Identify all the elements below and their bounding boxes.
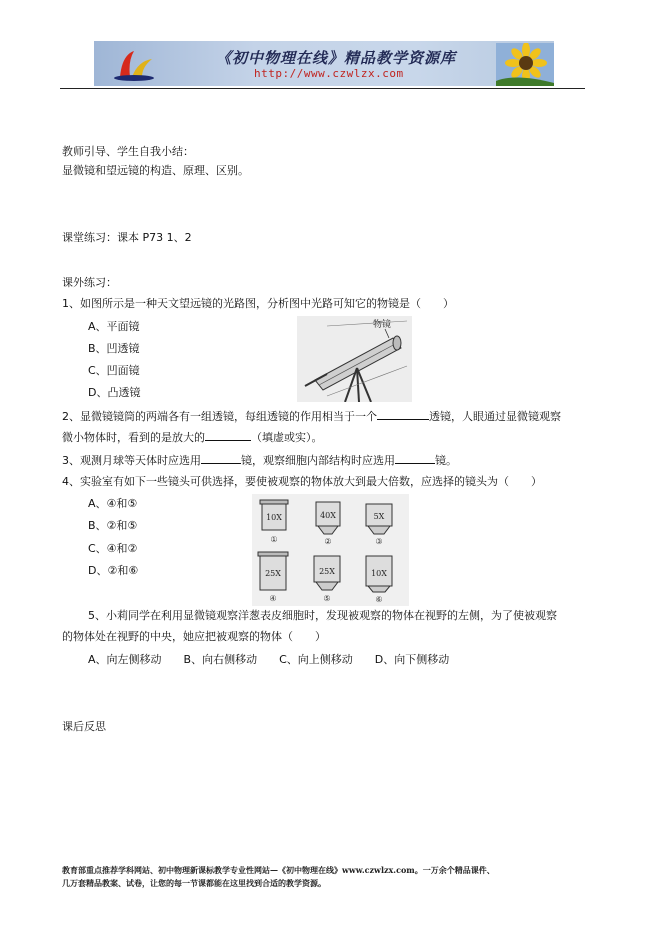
q2-blank-1[interactable] <box>377 409 429 420</box>
q4-option-a: A、④和⑤ <box>88 497 138 510</box>
svg-text:25X: 25X <box>319 567 335 576</box>
q1-option-d: D、凸透镜 <box>88 386 141 399</box>
svg-text:⑤: ⑤ <box>323 594 331 603</box>
svg-text:①: ① <box>270 535 278 544</box>
banner-url[interactable]: http://www.czwlzx.com <box>254 67 404 80</box>
q2-line2 <box>62 430 323 445</box>
svg-text:25X: 25X <box>265 569 281 578</box>
q1-stem: 1、如图所示是一种天文望远镜的光路图，分析图中光路可知它的物镜是（ ） <box>62 297 454 310</box>
q3-blank-1[interactable] <box>201 453 241 464</box>
q3-text-b: 镜，观察细胞内部结构时应选用 <box>241 454 395 467</box>
q1-option-b: B、凹透镜 <box>88 342 140 355</box>
q3-blank-2[interactable] <box>395 453 435 464</box>
q2-line1-text-b: 透镜，人眼通过显微镜观察 <box>429 410 561 423</box>
svg-text:④: ④ <box>269 594 277 603</box>
q5-options: A、向左侧移动 B、向右侧移动 C、向上侧移动 D、向下侧移动 <box>88 653 450 666</box>
q1-option-a: A、平面镜 <box>88 320 140 333</box>
svg-text:10X: 10X <box>371 569 387 578</box>
q3-text-a: 3、观测月球等天体时应选用 <box>62 454 201 467</box>
q2-line1 <box>62 409 561 424</box>
sunflower-icon <box>496 43 554 86</box>
header-divider <box>60 88 585 89</box>
reflection-label: 课后反思 <box>62 720 106 733</box>
svg-text:⑥: ⑥ <box>375 595 383 604</box>
homework-label: 课外练习： <box>62 276 117 289</box>
q5-line2: 的物体处在视野的中央，她应把被观察的物体（ ） <box>62 630 326 643</box>
lens-figure <box>252 494 409 606</box>
q4-stem: 4、实验室有如下一些镜头可供选择，要使被观察的物体放大到最大倍数，应选择的镜头为（ ） <box>62 475 542 488</box>
site-logo <box>112 47 156 81</box>
svg-text:②: ② <box>324 537 332 546</box>
svg-text:5X: 5X <box>373 512 385 521</box>
svg-text:10X: 10X <box>266 513 282 522</box>
telescope-figure <box>297 316 412 402</box>
q2-line2-text-a: 微小物体时，看到的是放大的 <box>62 431 205 444</box>
footer-line1: 教育部重点推荐学科网站、初中物理新课标教学专业性网站—《初中物理在线》www.czwlzx.com。一万余个精品课件、 <box>62 865 495 875</box>
q4-option-c: C、④和② <box>88 542 138 555</box>
q2-blank-2[interactable] <box>205 430 251 441</box>
q2-line2-text-b: （填虚或实）。 <box>251 431 323 444</box>
banner-title: 《初中物理在线》精品教学资源库 <box>216 49 457 67</box>
classwork-label: 课堂练习：课本 P73 1、2 <box>62 231 192 244</box>
q3-text-c: 镜。 <box>435 454 457 467</box>
header-banner <box>94 41 554 86</box>
summary-content: 显微镜和望远镜的构造、原理、区别。 <box>62 164 249 177</box>
q1-option-c: C、凹面镜 <box>88 364 140 377</box>
summary-heading: 教师引导、学生自我小结： <box>62 145 194 158</box>
footer-line2: 几万套精品教案、试卷，让您的每一节课都能在这里找到合适的教学资源。 <box>62 878 326 888</box>
svg-text:40X: 40X <box>320 511 336 520</box>
q4-option-b: B、②和⑤ <box>88 519 138 532</box>
objective-label: 物镜 <box>373 320 392 330</box>
svg-text:③: ③ <box>375 537 383 546</box>
q5-line1: 5、小莉同学在利用显微镜观察洋葱表皮细胞时，发现被观察的物体在视野的左侧，为了使被观察 <box>88 609 557 622</box>
q2-line1-text-a: 2、显微镜镜筒的两端各有一组透镜，每组透镜的作用相当于一个 <box>62 410 377 423</box>
q3-line <box>62 453 457 468</box>
q4-option-d: D、②和⑥ <box>88 564 139 577</box>
